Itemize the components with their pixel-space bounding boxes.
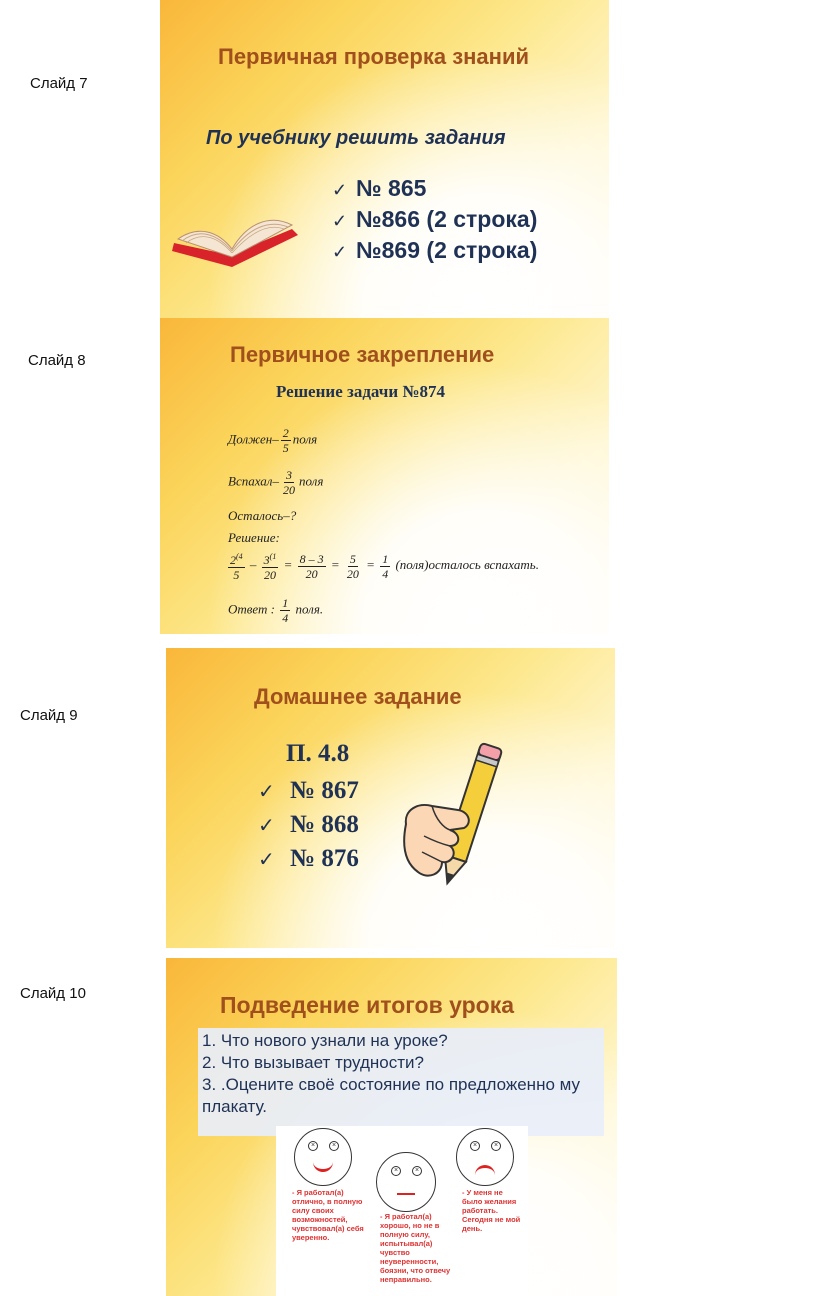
check-icon: ✓: [332, 180, 348, 200]
slide-7-label: Слайд 7: [30, 75, 88, 92]
slide-9-title: Домашнее задание: [254, 684, 462, 709]
list-item: ✓ № 867: [258, 774, 359, 808]
given-line-3: Осталось–?: [228, 508, 297, 523]
slide-9-paragraph: П. 4.8: [286, 740, 350, 767]
question-2: 2. Что вызывает трудности?: [202, 1053, 424, 1072]
slide-7-title: Первичная проверка знаний: [218, 44, 530, 69]
check-icon: ✓: [258, 813, 275, 837]
hand-pencil-icon: [398, 740, 508, 890]
given-line-1: Должен– $\frac{2}{5}$ поля: [228, 426, 318, 455]
list-item: ✓ №866 (2 строка): [332, 205, 537, 236]
slide-8-label: Слайд 8: [28, 352, 86, 369]
slide-9: [166, 648, 615, 948]
list-item: ✓ № 865: [332, 174, 537, 205]
slide-9-label: Слайд 9: [20, 707, 78, 724]
check-icon: ✓: [332, 211, 348, 231]
check-icon: ✓: [258, 847, 275, 871]
questions-box: [198, 1028, 604, 1136]
list-item: ✓ № 868: [258, 808, 359, 842]
neutral-face-caption: - Я работал(а) хорошо, но не в полную силу, испытывал(а) чувство неуверенности, боязни, что отвечу неправильно.: [380, 1212, 451, 1284]
check-icon: ✓: [332, 242, 348, 262]
mood-poster: [276, 1126, 528, 1296]
given-line-2: Вспахал– $\frac{3}{20}$ поля: [228, 468, 324, 497]
slide-7-subtitle: По учебнику решить задания: [206, 127, 506, 149]
slide-7-list: [332, 174, 537, 267]
slide-8: [160, 318, 609, 634]
check-icon: ✓: [258, 779, 275, 803]
slide-8-title: Первичное закрепление: [230, 342, 495, 367]
sad-face-caption: - У меня не было желания работать. Сегодня не мой день.: [462, 1188, 521, 1233]
solution-heading: Решение:: [228, 530, 280, 545]
solution-line: $\frac{2^{(4}}{5}$ – $\frac{3^{(1}}{20}$ = $\frac{8 - 3}{20}$ = $\frac{5}{20}$ = $\frac{1}{4}$ (поля)осталось вспахать.: [230, 551, 539, 582]
sad-face-icon: × ×: [456, 1128, 514, 1186]
happy-face-icon: × ×: [294, 1128, 352, 1186]
slide-10-label: Слайд 10: [20, 985, 86, 1002]
slide-8-subtitle: Решение задачи №874: [276, 382, 445, 401]
open-book-icon: [168, 195, 298, 275]
slide-10-title: Подведение итогов урока: [220, 992, 515, 1018]
happy-face-caption: - Я работал(а) отлично, в полную силу своих возможностей, чувствовал(а) себя уверенно.: [292, 1188, 364, 1242]
answer-line: Ответ : $\frac{1}{4}$ поля.: [228, 596, 324, 625]
list-item: ✓ №869 (2 строка): [332, 236, 537, 267]
question-1: 1. Что нового узнали на уроке?: [202, 1031, 448, 1050]
list-item: ✓ № 876: [258, 842, 359, 876]
question-3: 3. .Оцените своё состояние по предложенно му плакату.: [202, 1075, 581, 1116]
slide-10: [166, 958, 617, 1296]
slide-9-list: [258, 774, 359, 876]
slide-7: [160, 0, 609, 318]
neutral-face-icon: × ×: [376, 1152, 436, 1212]
